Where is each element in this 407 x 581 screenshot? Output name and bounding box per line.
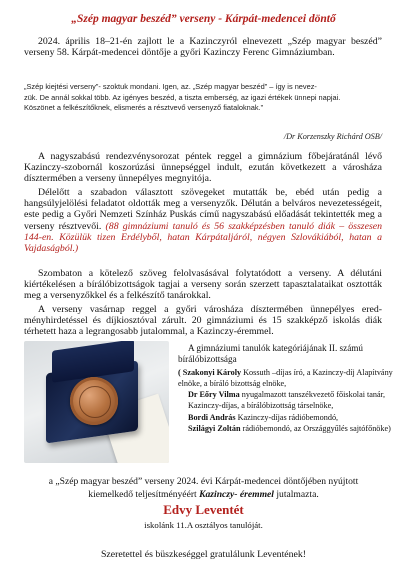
jury-heading: A gimnáziumi tanulók kategóriájának II. számú bírálóbizottsága	[178, 343, 364, 365]
jury-member-1-desc: Kossuth –díjas író, a Kazinczy-díj Alapítvány elnöke, a bíráló bizottság elnöke,	[178, 367, 393, 389]
jury-member-2	[178, 389, 393, 411]
quote-signature: /Dr Korzenszky Richárd OSB/	[283, 132, 382, 141]
award-verb: jutalmazta.	[276, 489, 319, 500]
jury-member-2-name: Dr Eőry Vilma	[188, 390, 240, 400]
paragraph-friday	[24, 187, 382, 254]
award-line-1: a „Szép magyar beszéd” verseny 2024. évi Kárpát-medencei döntőjében nyújtott	[48, 476, 359, 487]
quote-line-1: „Szép kiejtési verseny”- szoktuk mondani. Igen, az. „Szép magyar beszéd” – így is nevez-	[24, 82, 317, 91]
jury-member-3-desc: Kazinczy-díjas rádióbemondó,	[237, 412, 339, 422]
jury-member-3-name: Bordi András	[188, 412, 236, 422]
award-line-2	[0, 489, 407, 500]
jury-member-4	[178, 423, 393, 434]
intro-paragraph: 2024. április 18–21-én zajlott le a Kazinczyról elnevezett „Szép magyar beszéd” verseny 58. Kárpát-medencei döntője a győri Kazinczy Ferenc Gimnáziumban.	[24, 36, 382, 59]
award-reason: kiemelkedő teljesítményéért	[88, 489, 197, 500]
medal-photo	[24, 341, 169, 463]
closing-line: Szeretettel és büszkeséggel gratulálunk Leventének!	[100, 549, 307, 560]
paragraph-saturday: Szombaton a kötelező szöveg felolvasásával folytatódott a verseny. A délutáni kiértékelésen a bírálóbizottságok tagjai a verseny során szerzett tapasztalataikat osztották meg a versenyzőkkel és a felkészítő tanárokkal.	[24, 268, 382, 302]
paragraph-opening: A nagyszabású rendezvénysorozat péntek reggel a gimnázium főbejáratánál lévő Kazinczy-szobornál koszorúzási ünnepséggel indult, ezután következett a városháza dísztermében a verseny ünnepélyes megnyitója.	[24, 151, 382, 185]
participant-stats: (88 gimnáziumi tanuló és 56 szakképzésben tanuló diák – összesen 144-en. Közülük tizen Erdélyből, hatan Kárpátaljáról, négyen Szlovákiából, hatan a Vajdaságból.)	[24, 220, 383, 255]
paragraph-sunday: A verseny vasárnap reggel a győri városháza dísztermében ünnepélyes ered-ményhirdetéssel és díjkiosztóval zárult. 20 gimnáziumi és 15 szakképző iskolás diák térhetett haza a legrangosabb jutalommal, a Kazinczy-éremmel.	[24, 304, 382, 338]
article-title: „Szép magyar beszéd” verseny - Kárpát-medencei döntő	[71, 13, 336, 25]
award-medal-name: Kazinczy- éremmel	[199, 489, 274, 500]
winner-name: Edvy Leventét	[163, 502, 244, 517]
winner-school: iskolánk 11.A osztályos tanulóját.	[144, 520, 263, 530]
jury-section	[178, 343, 393, 434]
quote-block	[24, 82, 384, 114]
jury-member-2-desc: nyugalmazott tanszékvezető főiskolai tanár, Kazinczy-díjas, a bírálóbizottság társelnöke,	[188, 390, 386, 411]
quote-line-2: zük. De annál sokkal több. Az igényes beszéd, a tiszta emberség, az igazi értékek ünnepi napjai.	[24, 92, 341, 102]
jury-member-1	[178, 367, 393, 389]
jury-member-4-desc: rádióbemondó, az Országgyűlés sajtófőnöke)	[242, 423, 391, 433]
jury-member-4-name: Szilágyi Zoltán	[188, 423, 241, 433]
medal-rim	[79, 386, 111, 418]
quote-line-3: Köszönet a felkészítőknek, elismerés a résztvevő versenyző fiataloknak.”	[24, 103, 264, 113]
jury-member-3	[178, 412, 393, 423]
friday-text: Délelőtt a szabadon választott szövegeket mutatták be, ebéd után pedig a hangsúlyjelölési feladatot oldották meg a versenyzők. Délután a belváros nevezetességeit, este pedig a Győri Nemzeti Színház Puskás című nagyszabású előadását tekintették meg a verseny résztvevői.	[24, 187, 382, 232]
jury-member-1-name: ( Szakonyi Károly	[178, 367, 242, 377]
